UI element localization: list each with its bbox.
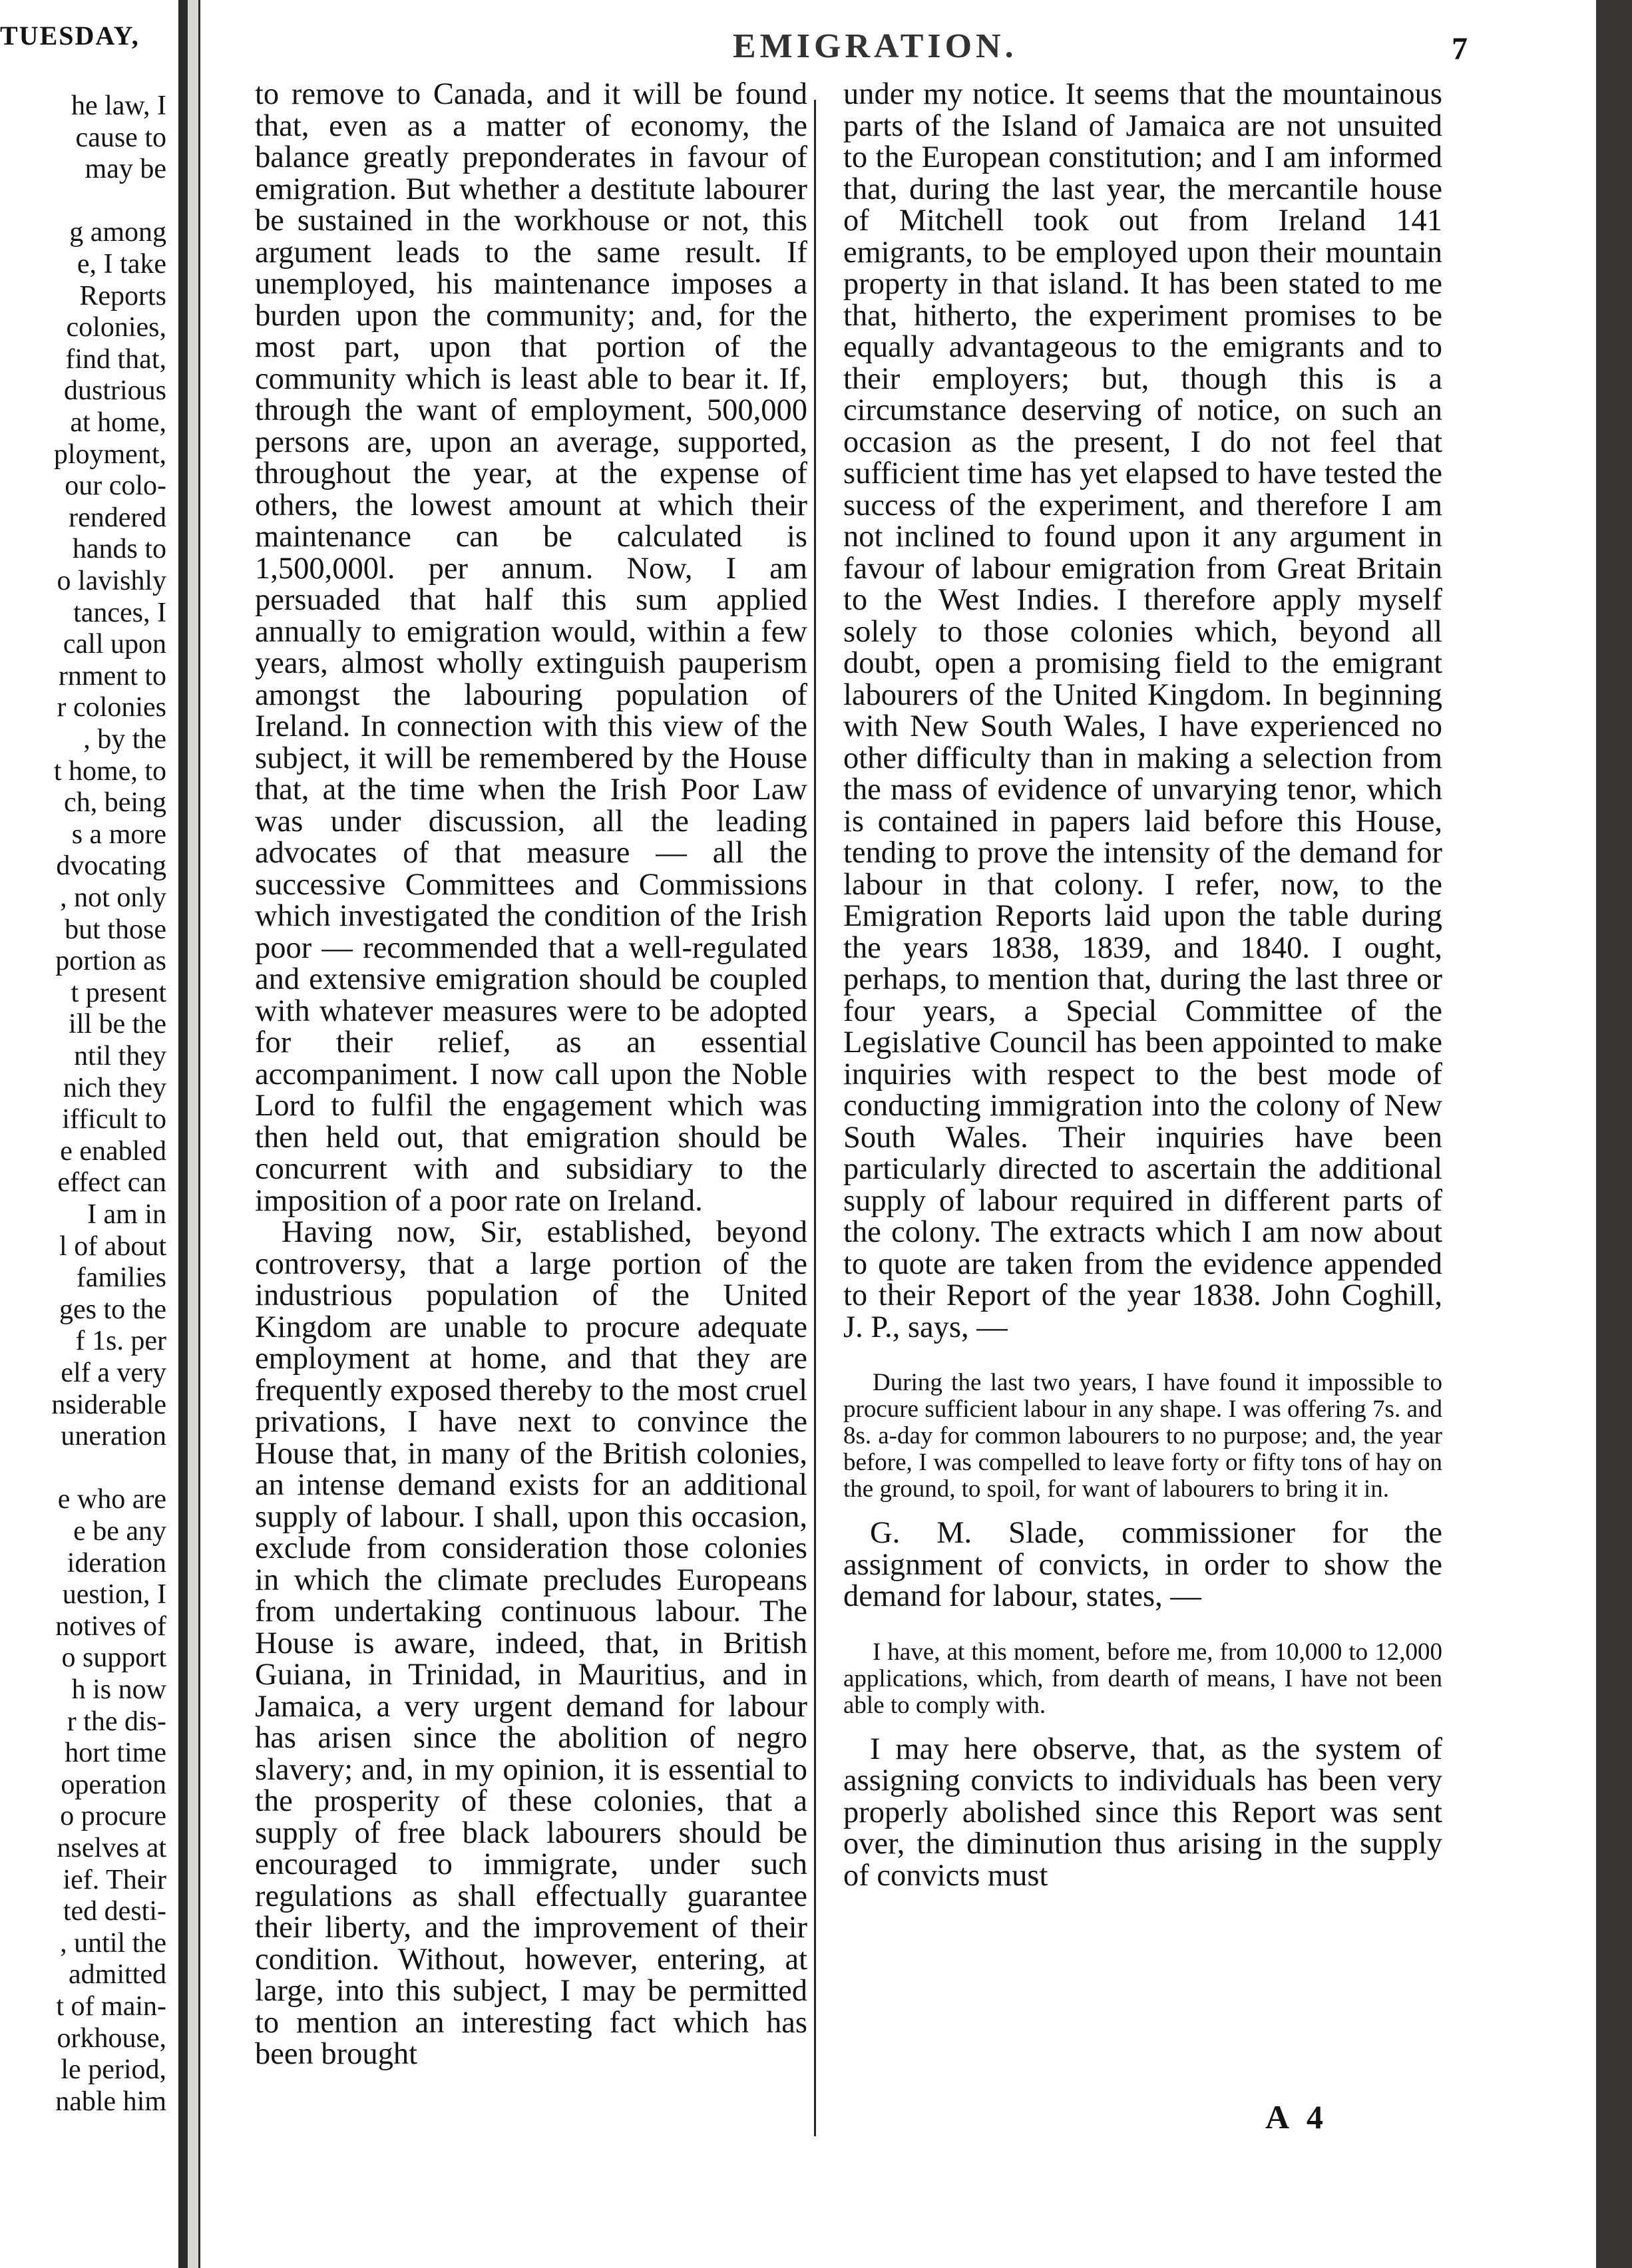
- previous-page-line: s a more: [71, 819, 166, 850]
- right-column: [843, 79, 1442, 1891]
- previous-page-line: l of about: [59, 1230, 166, 1262]
- page: [198, 0, 1598, 2268]
- previous-page-line: o support: [61, 1642, 166, 1674]
- previous-page-line: our colo-: [65, 471, 166, 502]
- previous-page-line: elf a very: [61, 1358, 166, 1388]
- previous-page-line: ch, being: [64, 787, 166, 819]
- previous-page-line: ief. Their: [63, 1864, 166, 1895]
- running-head: [200, 27, 1598, 67]
- previous-page-line: t of main-: [56, 1991, 166, 2022]
- previous-page-line: t present: [71, 977, 166, 1008]
- previous-page-line: but those: [65, 914, 166, 945]
- previous-page-line: o lavishly: [57, 566, 166, 596]
- previous-page-line: r colonies: [57, 692, 166, 723]
- previous-page-line: nich they: [63, 1072, 166, 1103]
- running-title: EMIGRATION.: [733, 27, 1018, 65]
- left-column: [255, 79, 807, 2070]
- previous-page-line: operation: [61, 1769, 166, 1800]
- previous-page-line: nselves at: [57, 1833, 166, 1863]
- previous-page-fragment: [0, 0, 188, 2268]
- previous-page-line: uestion, I: [62, 1579, 166, 1610]
- previous-page-line: at home,: [70, 407, 166, 438]
- previous-page-line: call upon: [63, 629, 166, 660]
- block-quote: I have, at this moment, before me, from 10,000 to 12,000 applications, which, from dearth of means, I have not been able to comply with.: [843, 1638, 1442, 1719]
- previous-page-line: e be any: [73, 1516, 166, 1547]
- previous-page-line: ted desti-: [63, 1896, 166, 1927]
- previous-page-line: effect can: [57, 1167, 166, 1199]
- paragraph: I may here observe, that, as the system of assigning convicts to individuals has been very properly abolished since this Report was sent over, the diminution thus arising in the supply of convicts must: [843, 1732, 1442, 1893]
- paragraph: Having now, Sir, established, beyond controversy, that a large portion of the industrious population of the United Kingdom are unable to procure adequate employment at home, and that they are frequently exposed thereby to the most cruel privations, I have next to convince the House that, in many of the British colonies, an intense demand exists for an additional supply of labour. I shall, upon this occasion, exclude from consideration those colonies in which the climate precludes Europeans from undertaking continuous labour. The House is aware, indeed, that, in British Guiana, in Trinidad, in Mauritius, and in Jamaica, a very urgent demand for labour has arisen since the abolition of negro slavery; and, in my opinion, it is essential to the prosperity of these colonies, that a supply of free black labourers should be encouraged to immigrate, under such regulations as shall effectually guarantee their liberty, and the improvement of their condition. Without, however, entering, at large, into this subject, I may be permitted to mention an interesting fact which has been brought: [255, 1215, 807, 2071]
- previous-page-line: he law, I: [71, 91, 166, 121]
- previous-page-line: , until the: [60, 1927, 166, 1959]
- previous-page-line: Reports: [79, 280, 166, 311]
- paragraph: to remove to Canada, and it will be found that, even as a matter of economy, the balance greatly preponderates in favour of emigration. But whether a destitute labourer be sustained in the workhouse or not, this argument leads to the same result. If unemployed, his maintenance imposes a burden upon the community; and, for the most part, upon that portion of the community which is least able to bear it. If, through the want of employment, 500,000 persons are, upon an average, supported, throughout the year, at the expense of others, the lowest amount at which their maintenance can be calculated is 1,500,000l. per annum. Now, I am persuaded that half this sum applied annually to emigration would, within a few years, almost wholly extinguish pauperism amongst the labouring population of Ireland. In connection with this view of the subject, it will be remembered by the House that, at the time when the Irish Poor Law was under discussion, all the leading advocates of that measure — all the successive Committees and Commissions which investigated the condition of the Irish poor — recommended that a well-regulated and extensive emigration should be coupled with whatever measures were to be adopted for their relief, as an essential accompaniment. I now call upon the Noble Lord to fulfil the engagement which was then held out, that emigration should be concurrent with and subsidiary to the imposition of a poor rate on Ireland.: [255, 77, 807, 1218]
- previous-page-line: families: [76, 1262, 166, 1294]
- previous-page-line: ideration: [67, 1547, 166, 1579]
- previous-page-line: ntil they: [74, 1041, 166, 1071]
- previous-page-line: le period,: [61, 2054, 166, 2086]
- previous-page-line: may be: [85, 154, 166, 185]
- previous-page-line: , not only: [60, 882, 166, 913]
- previous-page-line: uneration: [61, 1421, 166, 1452]
- previous-page-line: rnment to: [58, 660, 166, 691]
- previous-page-header: TUESDAY,: [0, 21, 140, 51]
- previous-page-line: dvocating: [56, 850, 166, 882]
- page-number: 7: [1452, 31, 1468, 67]
- book-gutter: [1596, 0, 1632, 2268]
- previous-page-line: e, I take: [77, 249, 166, 280]
- paragraph: G. M. Slade, commissioner for the assignment of convicts, in order to show the demand for labour, states, —: [843, 1516, 1442, 1613]
- previous-page-line: ifficult to: [62, 1104, 166, 1135]
- previous-page-line: ployment,: [53, 439, 166, 470]
- previous-page-line: ges to the: [59, 1294, 166, 1325]
- previous-page-line: hort time: [65, 1738, 166, 1769]
- column-rule: [814, 100, 816, 2136]
- previous-page-line: rendered: [69, 502, 166, 533]
- previous-page-line: e enabled: [60, 1135, 166, 1167]
- previous-page-line: o procure: [60, 1801, 166, 1832]
- previous-page-line: nable him: [55, 2086, 166, 2117]
- previous-page-line: I am in: [87, 1199, 166, 1230]
- previous-page-line: portion as: [55, 946, 166, 977]
- previous-page-line: f 1s. per: [75, 1326, 166, 1357]
- previous-page-line: nsiderable: [51, 1389, 166, 1420]
- previous-page-line: dustrious: [63, 375, 166, 407]
- paragraph: under my notice. It seems that the mountainous parts of the Island of Jamaica are not unsuited to the European constitution; and I am informed that, during the last year, the mercantile house of Mitchell took out from Ireland 141 emigrants, to be employed upon their mountain property in that island. It has been stated to me that, hitherto, the experiment promises to be equally advantageous to the emigrants and to their employers; but, though this is a circumstance deserving of notice, on such an occasion as the present, I do not feel that sufficient time has yet elapsed to have tested the success of the experiment, and therefore I am not inclined to found upon it any argument in favour of labour emigration from Great Britain to the West Indies. I therefore apply myself solely to those colonies which, beyond all doubt, open a promising field to the emigrant labourers of the United Kingdom. In beginning with New South Wales, I have experienced no other difficulty than in making a selection from the mass of evidence of unvarying tenor, which is contained in papers laid before this House, tending to prove the intensity of the demand for labour in that colony. I refer, now, to the Emigration Reports laid upon the table during the years 1838, 1839, and 1840. I ought, perhaps, to mention that, during the last three or four years, a Special Committee of the Legislative Council has been appointed to make inquiries with respect to the best mode of conducting immigration into the colony of New South Wales. Their inquiries have been particularly directed to ascertain the additional supply of labour required in different parts of the colony. The extracts which I am now about to quote are taken from the evidence appended to their Report of the year 1838. John Coghill, J. P., says, —: [843, 77, 1442, 1344]
- previous-page-line: ill be the: [69, 1009, 166, 1040]
- previous-page-line: g among: [69, 217, 166, 248]
- block-quote: During the last two years, I have found it impossible to procure sufficient labour in any shape. I was offering 7s. and 8s. a-day for common labourers to no purpose; and, the year before, I was compelled to leave forty or fifty tons of hay on the ground, to spoil, for want of labourers to bring it in.: [843, 1369, 1442, 1503]
- signature-mark: A 4: [1265, 2098, 1328, 2136]
- previous-page-line: find that,: [65, 343, 166, 375]
- previous-page-line: cause to: [75, 122, 166, 153]
- previous-page-line: , by the: [83, 724, 166, 755]
- previous-page-line: tances, I: [73, 597, 166, 628]
- previous-page-line: admitted: [69, 1959, 166, 1990]
- previous-page-line: colonies,: [66, 312, 166, 343]
- previous-page-line: e who are: [57, 1484, 166, 1515]
- previous-page-line: hands to: [72, 534, 166, 565]
- previous-page-line: orkhouse,: [57, 2022, 166, 2054]
- previous-page-line: t home, to: [53, 755, 166, 787]
- previous-page-line: h is now: [71, 1674, 166, 1705]
- previous-page-line: notives of: [55, 1610, 166, 1642]
- previous-page-line: r the dis-: [67, 1706, 166, 1737]
